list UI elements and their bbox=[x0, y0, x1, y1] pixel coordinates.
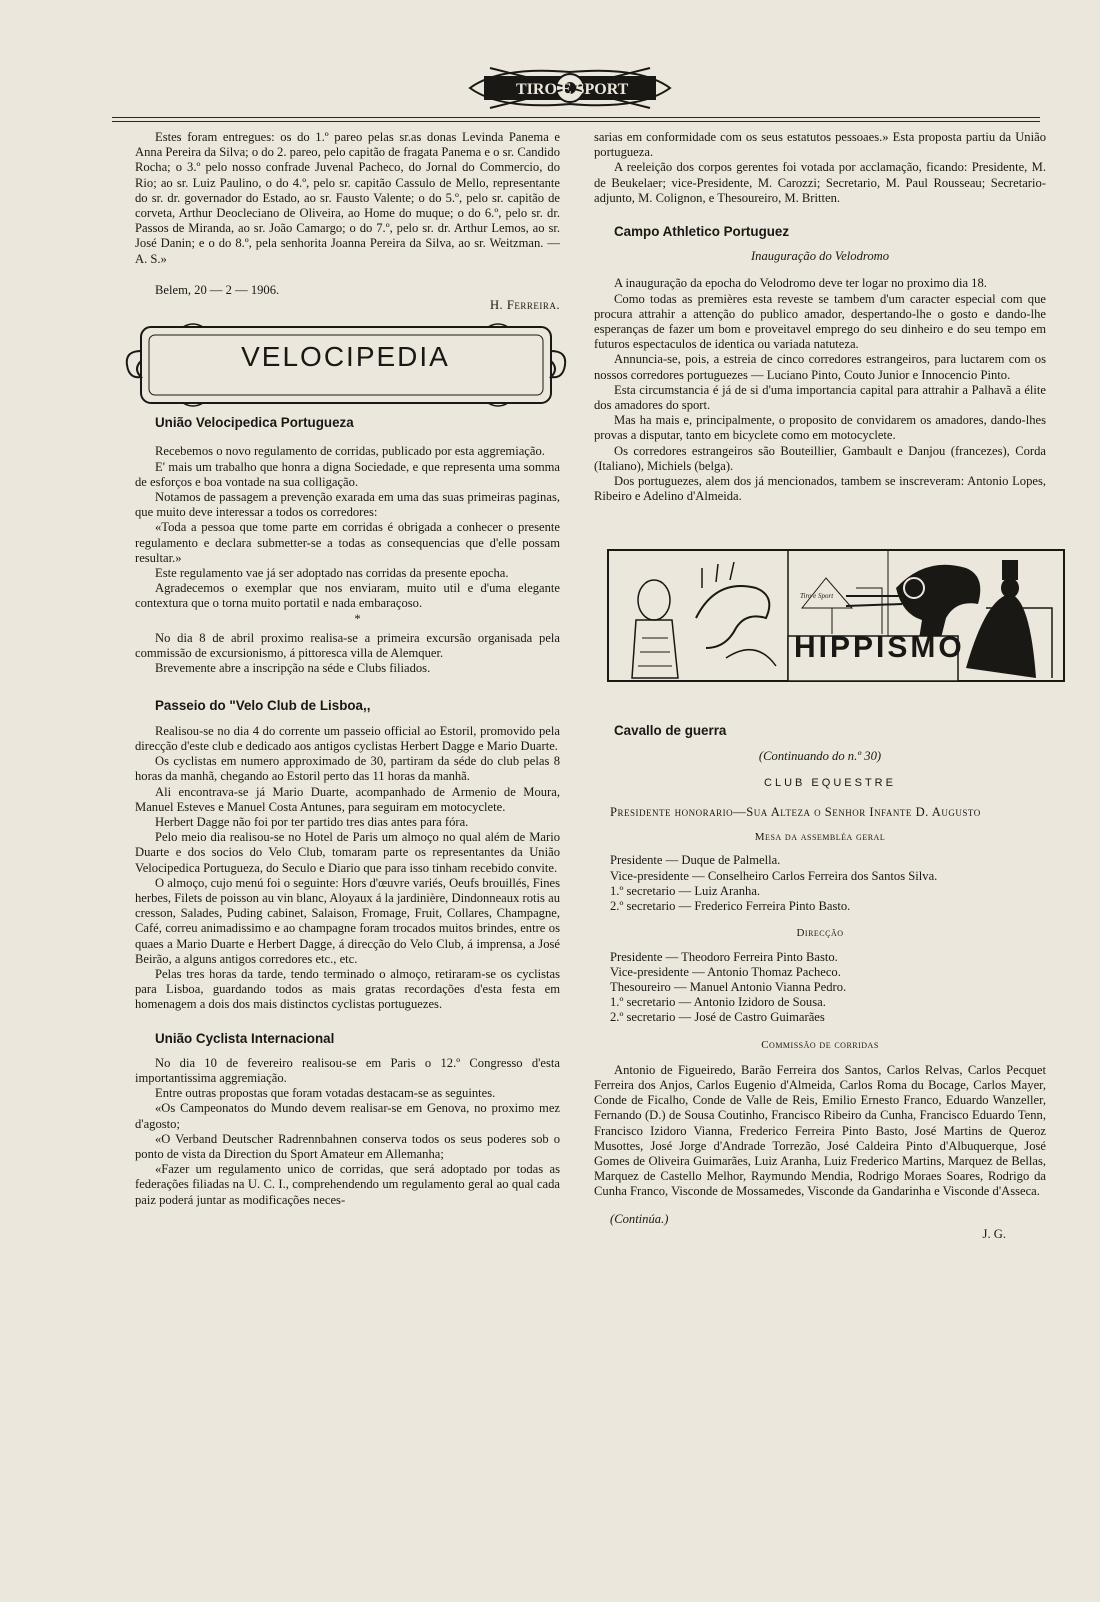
section-heading-cavallo: Cavallo de guerra bbox=[614, 723, 727, 739]
section-heading-velo-club: Passeio do "Velo Club de Lisboa,, bbox=[155, 698, 371, 714]
hippismo-title: HIPPISMO bbox=[794, 631, 965, 665]
uvp-paragraph-5: Este regulamento vae já ser adoptado nas corridas da presente epocha. bbox=[155, 566, 509, 581]
hippismo-illustration bbox=[606, 548, 1066, 683]
club-equestre-title: CLUB EQUESTRE bbox=[764, 776, 896, 789]
uvp-paragraph-7: No dia 8 de abril proximo realisa-se a primeira excursão organisada pela commissão de excursionismo, á pittoresca villa de Alemquer. bbox=[135, 630, 560, 661]
uvp-paragraph-2: E' mais um trabalho que honra a digna Sociedade, e que representa uma somma de esforços e boa vontade na sua colligação. bbox=[135, 459, 560, 489]
uvp-paragraph-4: «Toda a pessoa que tome parte em corridas é obrigada a conhecer o presente regulamento e declara submetter-se a todas as consequencias que d'elle possam resultar.» bbox=[135, 520, 560, 565]
uci-reelection-paragraph: A reeleição dos corpos gerentes foi votada por acclamação, ficando: Presidente, M. de Beukelaer; vice-Presidente, M. Carozzi; Secretario, M. Paul Rousseau; Secretario-adjunto, M. Colignon, e Thesoureiro, M. Britten. bbox=[594, 160, 1046, 205]
uci-paragraph-1: No dia 10 de fevereiro realisou-se em Paris o 12.º Congresso d'esta importantissima aggremiação. bbox=[135, 1055, 560, 1085]
section-heading-uci: União Cyclista Internacional bbox=[155, 1030, 335, 1046]
commissao-members: Antonio de Figueiredo, Barão Ferreira dos Santos, Carlos Relvas, Carlos Pecquet Ferreira dos Anjos, Carlos Eugenio d'Almeida, Carlos Roma du Bocage, Carlos Mayer, Conde de Ficalho, Conde de Valle de Reis, Emilio Ernesto Franco, Eduardo Wanzeller, Fernando (D.) de Sousa Coutinho, Francisco Ribeiro da Cunha, Francisco Eduardo Tenn, Francisco Izidoro Vianna, Frederico Ferreira Pinto Basto, José Martins de Queroz Musottes, José Jorge d'Andrade Torrezão, José Caldeira Pinto d'Albuquerque, José Gomes de Oliveira Guimarães, Luiz Aranha, Luiz Frederico Martins, Marquez de Bellas, Marquez de Castello Melhor, Raymundo Mendia, Rodrigo Moraes Soares, Rodrigo da Cunha Franco, Visconde de Mossamedes, Visconde da Gandarinha e Visconde d'Asseca. bbox=[594, 1062, 1046, 1199]
signature-jg: J. G. bbox=[982, 1226, 1006, 1241]
section-heading-campo-athletico: Campo Athletico Portuguez bbox=[614, 224, 790, 240]
banner-title: VELOCIPEDIA bbox=[241, 341, 450, 373]
campo-paragraph-3: Annuncia-se, pois, a estreia de cinco corredores estrangeiros, para luctarem com os nossos corredores portuguezes — Luciano Pinto, Couto Junior e Innocencio Pinto. bbox=[594, 352, 1046, 382]
campo-paragraph-6: Os corredores estrangeiros são Bouteillier, Gambault e Danjou (francezes), Corda (Italiano), Michiels (belga). bbox=[594, 443, 1046, 473]
hippismo-sign: Tiro e Sport bbox=[800, 592, 834, 601]
campo-paragraph-4: Esta circumstancia é já de si d'uma importancia capital para attrahir a Palhavã a élite dos amadores do sport. bbox=[594, 382, 1046, 413]
uci-paragraph-3: «Os Campeonatos do Mundo devem realisar-se em Genova, no proximo mez d'agosto; bbox=[135, 1101, 560, 1131]
subheading-continuando: (Continuando do n.º 30) bbox=[758, 748, 882, 763]
direccao-list bbox=[594, 950, 1046, 1026]
uvp-paragraph-8: Brevemente abre a inscripção na séde e Clubs filiados. bbox=[155, 661, 431, 676]
velo-paragraph-7: Pelas tres horas da tarde, tendo terminado o almoço, retiraram-se os cyclistas para Lisboa, guardando todos as mais gratas recordações d'esta festa em homenagem a dois dos mais distinctos cyclistas portuguezes. bbox=[135, 966, 560, 1012]
mesa-item: 1.º secretario — Luiz Aranha. bbox=[610, 883, 761, 898]
header-rule-bottom bbox=[112, 121, 1040, 122]
dateline: Belem, 20 — 2 — 1906. bbox=[155, 282, 280, 297]
mesa-item: Vice-presidente — Conselheiro Carlos Ferreira dos Santos Silva. bbox=[610, 868, 938, 883]
uci-paragraph-2: Entre outras propostas que foram votadas destacam-se as seguintes. bbox=[155, 1086, 496, 1101]
velo-paragraph-6: O almoço, cujo menú foi o seguinte: Hors d'œuvre variés, Oeufs brouillés, Fines herbes, Filets de poisson au vin blanc, Aloyaux á la jardinière, Dindonneaux rotis au cresson, Salades, Puding cabinet, Salaison, Fromage, Fruit, Collares, Champagne, Café, correu animadissimo e ao champagne foram trocados muitos brindes, entre os quaes a Mario Duarte e Herbert Dagge, á direcção do Velo Club, á imprensa, a José Beirão, a alguns antigos corredores etc., etc. bbox=[135, 875, 560, 966]
mesa-item: 2.º secretario — Frederico Ferreira Pinto Basto. bbox=[610, 899, 851, 914]
subheading-velodromo: Inauguração do Velodromo bbox=[750, 249, 890, 264]
direccao-item: Presidente — Theodoro Ferreira Pinto Basto. bbox=[610, 949, 838, 964]
velo-paragraph-2: Os cyclistas em numero approximado de 30, partiram da séde do club pelas 8 horas da manhã, chegando ao Estoril perto das 11 horas da manhã. bbox=[135, 754, 560, 784]
direccao-item: Thesoureiro — Manuel Antonio Vianna Pedro. bbox=[610, 979, 847, 994]
mesa-item: Presidente — Duque de Palmella. bbox=[610, 853, 781, 868]
uvp-paragraph-3: Notamos de passagem a prevenção exarada em uma das suas primeiras paginas, que muito deve interessar a todos os corredores: bbox=[135, 490, 560, 520]
campo-paragraph-1: A inauguração da epocha do Velodromo deve ter logar no proximo dia 18. bbox=[614, 276, 987, 291]
uci-paragraph-5: «Fazer um regulamento unico de corridas, que será adoptado por todas as federações filiadas na U. C. I., comprehendendo um regulamento geral ao qual cada paiz poderá juntar as modificações neces- bbox=[135, 1162, 560, 1207]
velo-paragraph-1: Realisou-se no dia 4 do corrente um passeio official ao Estoril, promovido pela direcção d'este club e dedicado aos antigos cyclistas Herbert Dagge e Mario Duarte. bbox=[135, 723, 560, 753]
direccao-title: Direcção bbox=[796, 927, 844, 940]
signature-ferreira: H. Ferreira. bbox=[489, 298, 560, 313]
mesa-title: Mesa da assembléa geral bbox=[754, 831, 886, 844]
right-column bbox=[594, 130, 1046, 1242]
direccao-item: 2.º secretario — José de Castro Guimarães bbox=[610, 1010, 825, 1025]
velocipedia-banner bbox=[123, 321, 568, 409]
campo-paragraph-7: Dos portuguezes, alem dos já mencionados, tambem se inscreveram: Antonio Lopes, Ribeiro e Adelino d'Almeida. bbox=[594, 474, 1046, 504]
masthead-text-left: TIRO E SPORT bbox=[516, 81, 629, 98]
section-asterisk: * bbox=[354, 611, 361, 626]
velo-paragraph-3: Ali encontrava-se já Mario Duarte, acompanhado de Armenio de Moura, Manuel Esteves e Manuel Costa Antunes, para seguiram em motocyclete. bbox=[135, 784, 560, 814]
velo-paragraph-5: Pelo meio dia realisou-se no Hotel de Paris um almoço no qual além de Mario Duarte e dos socios do Velo Club, tomaram parte os representantes da União Velocipedica Portugueza, do Seculo e Diario que para isso tinham recebido convite. bbox=[135, 830, 560, 875]
uci-paragraph-4: «O Verband Deutscher Radrennbahnen conserva todos os seus poderes sob o ponto de vista da Direction du Sport Amateur em Allemanha; bbox=[135, 1131, 560, 1161]
direccao-item: Vice-presidente — Antonio Thomaz Pacheco. bbox=[610, 964, 841, 979]
commissao-title: Commissão de corridas bbox=[761, 1038, 879, 1051]
intro-paragraph: Estes foram entregues: os do 1.º pareo pelas sr.as donas Levinda Panema e Anna Pereira da Silva; o do 2. pareo, pelo capitão de fragata Panema e o sr. Candido Rocha; o 3.º pelo nosso confrade Juvenal Pacheco, do Jornal do Commercio, do Rio; ao sr. Luiz Paulino, o do 4.º, pelo sr. capitão Cassulo de Mello, representante do sr. dr. governador do Estado, ao sr. Fausto Valente; o do 5.º, pelo sr. capitão de corveta, Arthur Deocleciano de Oliveira, ao Home do muque; o do 6.º, pelo sr. dr. Passos de Miranda, ao sr. João Camargo; o do 7.º, pelo sr. dr. Arthur Lemos, ao sr. José Danin; e o do 8.º, pela senhorita Joanna Pereira da Silva, ao sr. Weitzman. — A. S.» bbox=[135, 130, 560, 266]
velo-paragraph-4: Herbert Dagge não foi por ter partido tres dias antes para fóra. bbox=[155, 814, 469, 829]
uvp-paragraph-6: Agradecemos o exemplar que nos enviaram, muito util e d'uma elegante contextura que o torna muito portatil e nada embaraçoso. bbox=[135, 581, 560, 611]
direccao-item: 1.º secretario — Antonio Izidoro de Sousa. bbox=[610, 995, 826, 1010]
uvp-paragraph-1: Recebemos o novo regulamento de corridas, publicado por esta aggremiação. bbox=[155, 444, 545, 459]
campo-paragraph-2: Como todas as premières esta reveste se tambem d'um caracter especial com que procura attrahir a attenção do publico amador, despertando-lhe o gosto e dando-lhe esperanças de fazer um bom e proveitavel emprego do seu dinheiro e do seu tempo em futuros espectaculos de identica ou variada natuteza. bbox=[594, 291, 1046, 352]
left-column bbox=[135, 130, 560, 1208]
masthead-logo bbox=[460, 58, 680, 116]
section-heading-uvp: União Velocipedica Portugueza bbox=[155, 415, 354, 431]
header-rule-top bbox=[112, 117, 1040, 118]
campo-paragraph-5: Mas ha mais e, principalmente, o proposito de convidarem os amadores, dando-lhes provas a disputar, tanto em bicyclete como em motocyclete. bbox=[594, 413, 1046, 443]
mesa-list bbox=[594, 853, 1046, 914]
presidente-honorario: Presidente honorario—Sua Alteza o Senhor Infante D. Augusto bbox=[610, 805, 981, 820]
uci-continued-paragraph: sarias em conformidade com os seus estatutos pessoaes.» Esta proposta partiu da União portugueza. bbox=[594, 130, 1046, 160]
continua-note: (Continúa.) bbox=[610, 1211, 669, 1226]
